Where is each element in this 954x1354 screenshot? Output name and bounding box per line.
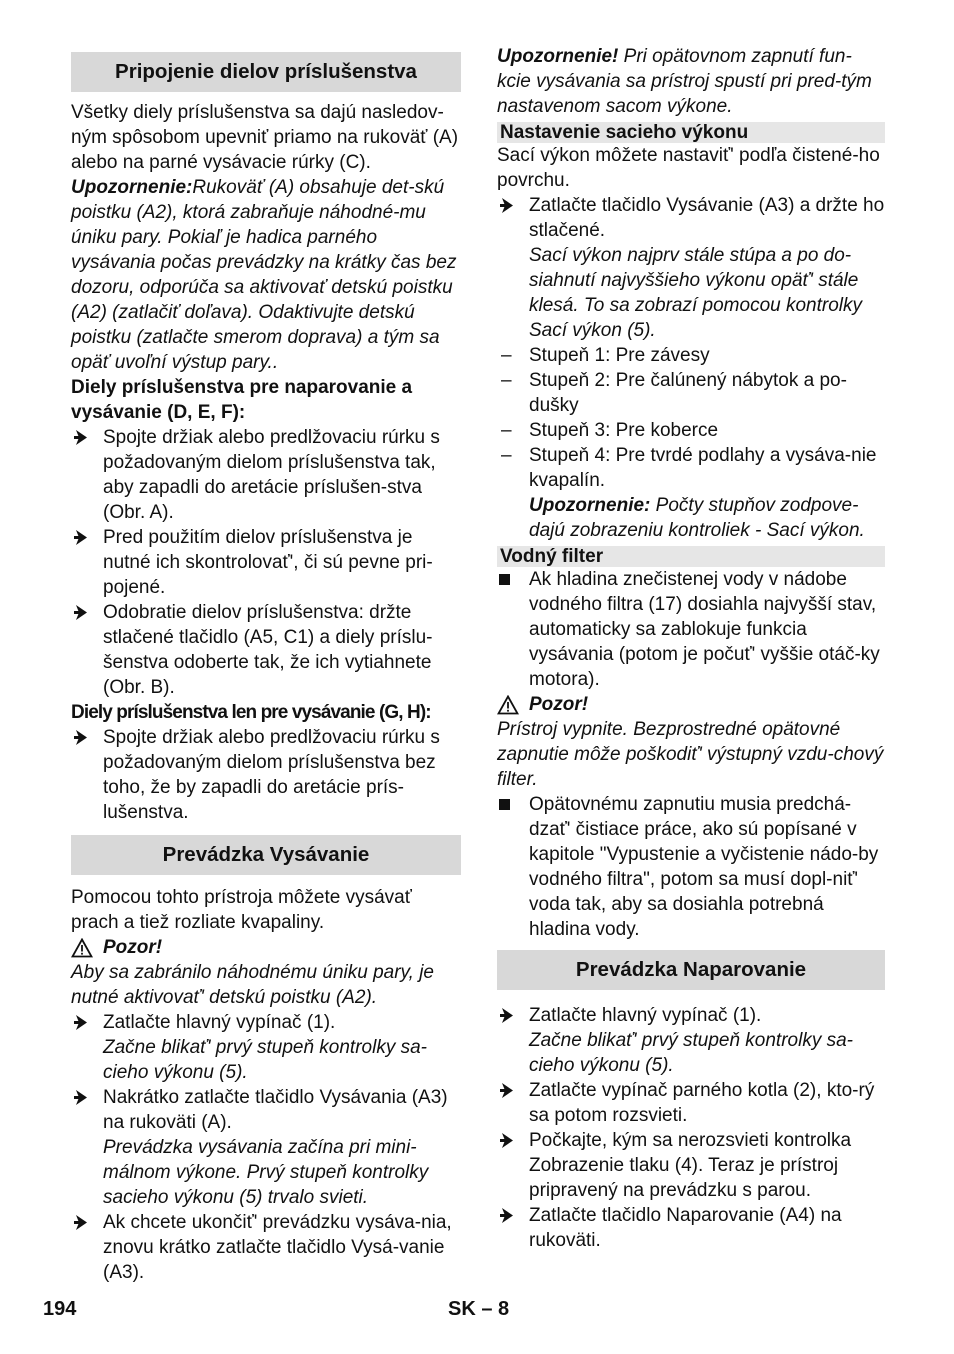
list-item-text: Stupeň 2: Pre čalúnený nábytok a po-dušky — [529, 370, 847, 416]
subheading-vacuum-only-accessories: Diely príslušenstva len pre vysávanie (G, H): — [71, 702, 431, 723]
list-item — [497, 368, 885, 418]
arrow-icon — [71, 725, 95, 750]
step-result: Začne blikať' prvý stupeň kontrolky sa-cieho výkonu (5). — [529, 1030, 853, 1076]
note-text: Rukoväť (A) obsahuje det-skú poistku (A2), ktorá zabraňuje náhodné-mu úniku pary. Pokiaľ je hadica parného vysávania počas prevádzky na krátky čas bez dozoru, odporúča sa aktivovať detskú poistku (A2) (zatlačiť doľava). Odaktivujte detskú poistku (zatlačte smerom doprava) a tým sa opäť uvoľní výstup pary.. — [71, 177, 457, 373]
arrow-step — [71, 1210, 461, 1285]
step-text: Nakrátko zatlačte tlačidlo Vysávania (A3) na rukoväti (A). — [103, 1087, 448, 1133]
arrow-step-text: Spojte držiak alebo predlžovaciu rúrku s požadovaným dielom príslušenstva tak, aby zapadli do aretácie príslušen-stva (Obr. A). — [103, 427, 440, 523]
arrow-icon — [497, 193, 521, 218]
section-heading-suction-power: Nastavenie sacieho výkonu — [497, 122, 885, 143]
arrow-icon — [71, 1010, 95, 1035]
note-text: Pri opätovnom zapnutí fun-kcie vysávania sa prístroj spustí pri pred-tým nastavenom sacom výkone. — [497, 46, 872, 117]
bullet-text: Opätovnému zapnutiu musia predchá-dzať' čistiace práce, ako sú popísané v kapitole "Vypustenie a vyčistenie nádo-by vodného filtra", potom sa musí dopl-niť' voda tak, aby sa dosiahla potrebná hladina vody. — [529, 794, 879, 940]
step-text: Zatlačte hlavný vypínač (1). — [529, 1005, 762, 1026]
arrow-step — [71, 525, 461, 600]
arrow-step — [497, 193, 885, 343]
step-text: Ak chcete ukončiť' prevádzku vysáva-nia, znovu krátko zatlačte tlačidlo Vysá-vanie (A3). — [103, 1212, 452, 1283]
dash-marker: – — [501, 345, 512, 366]
bullet-text: Ak hladina znečistenej vody v nádobe vodného filtra (17) dosiahla najvyšší stav, automaticky sa zablokuje funkcia vysávania (potom je počuť' vyššie otáč-ky motora). — [529, 569, 880, 690]
arrow-step — [71, 725, 461, 825]
right-column — [497, 44, 885, 1253]
list-item — [497, 443, 885, 493]
arrow-step — [71, 1010, 461, 1085]
list-item-text: Stupeň 3: Pre koberce — [529, 420, 719, 441]
section-heading-steam-operation: Prevádzka Naparovanie — [497, 950, 885, 990]
warning-label: Pozor! — [529, 694, 589, 715]
arrow-step — [497, 1128, 885, 1203]
arrow-icon — [497, 1128, 521, 1153]
dash-marker: – — [501, 420, 512, 441]
arrow-step — [71, 425, 461, 525]
list-item-text: Stupeň 4: Pre tvrdé podlahy a vysáva-nie kvapalín. — [529, 445, 877, 491]
step-text: Zatlačte vypínač parného kotla (2), kto-rý sa potom rozsvieti. — [529, 1080, 875, 1126]
vacuum-steps — [71, 1010, 461, 1285]
arrow-icon — [71, 1085, 95, 1110]
list-item-text: Stupeň 1: Pre závesy — [529, 345, 710, 366]
vacuum-intro: Pomocou tohto prístroja môžete vysávať prach a tiež rozliate kvapaliny. — [71, 887, 412, 933]
step-result: Začne blikať' prvý stupeň kontrolky sa-cieho výkonu (5). — [103, 1037, 427, 1083]
note-text: Počty stupňov zodpove-dajú zobrazeniu kontroliek - Sací výkon. — [529, 495, 865, 541]
arrow-step — [71, 600, 461, 700]
arrow-step — [497, 1203, 885, 1253]
arrow-icon — [71, 1210, 95, 1235]
warning-heading — [71, 935, 461, 960]
child-safety-note — [71, 175, 461, 375]
step-text: Zatlačte hlavný vypínač (1). — [103, 1012, 336, 1033]
note-label: Upozornenie! — [497, 46, 619, 67]
step-text: Zatlačte tlačidlo Naparovanie (A4) na rukoväti. — [529, 1205, 842, 1251]
arrow-icon — [71, 600, 95, 625]
warning-text: Prístroj vypnite. Bezprostredné opätovné zapnutie môže poškodiť' výstupný vzdu-chový filter. — [497, 719, 884, 790]
step-result: Prevádzka vysávania začína pri mini-málnom výkone. Prvý stupeň kontrolky sacieho výkonu (5) trvalo svieti. — [103, 1137, 429, 1208]
arrow-step-text: Odobratie dielov príslušenstva: držte stlačené tlačidlo (A5, C1) a diely príslu-šenstva odoberte tak, že ich vytiahnete (Obr. B). — [103, 602, 433, 698]
arrow-list-2 — [71, 725, 461, 825]
square-bullet-icon — [499, 574, 510, 585]
arrow-step — [71, 1085, 461, 1210]
warning-heading — [497, 692, 885, 717]
arrow-list-1 — [71, 425, 461, 700]
note-label: Upozornenie: — [71, 177, 193, 198]
section-heading-vacuum-operation: Prevádzka Vysávanie — [71, 835, 461, 875]
subheading-steam-vacuum-accessories: Diely príslušenstva pre naparovanie a vysávanie (D, E, F): — [71, 377, 413, 423]
arrow-step — [497, 1003, 885, 1078]
steam-steps — [497, 1003, 885, 1253]
square-bullet-icon — [499, 799, 510, 810]
accessory-intro: Všetky diely príslušenstva sa dajú nasledov-ným spôsobom upevniť priamo na rukoväť (A) alebo na parné vysávacie rúrky (C). — [71, 102, 459, 173]
suction-intro: Sací výkon môžete nastaviť' podľa čistené-ho povrchu. — [497, 145, 880, 191]
square-bullet-item — [497, 792, 885, 942]
step-text: Počkajte, kým sa nerozsvieti kontrolka Zobrazenie tlaku (4). Teraz je prístroj pripravený na prevádzku s parou. — [529, 1130, 852, 1201]
arrow-icon — [71, 525, 95, 550]
dash-marker: – — [501, 445, 512, 466]
restart-note — [497, 44, 885, 119]
warning-triangle-icon — [71, 938, 93, 958]
dash-marker: – — [501, 370, 512, 391]
warning-triangle-icon — [497, 695, 519, 715]
arrow-step — [497, 1078, 885, 1128]
square-bullet-item — [497, 567, 885, 692]
suction-levels-list — [497, 343, 885, 493]
warning-label: Pozor! — [103, 937, 163, 958]
arrow-icon — [497, 1203, 521, 1228]
section-heading-accessory-connection: Pripojenie dielov príslušenstva — [71, 52, 461, 92]
arrow-icon — [497, 1003, 521, 1028]
note-label: Upozornenie: — [529, 495, 651, 516]
step-text: Zatlačte tlačidlo Vysávanie (A3) a držte ho stlačené. — [529, 195, 885, 241]
arrow-icon — [497, 1078, 521, 1103]
section-heading-water-filter: Vodný filter — [497, 546, 885, 567]
warning-text: Aby sa zabránilo náhodnému úniku pary, je nutné aktivovať' detskú poistku (A2). — [71, 962, 434, 1008]
list-item — [497, 343, 885, 368]
page-number: 194 — [43, 1298, 77, 1320]
list-item — [497, 418, 885, 443]
left-column — [71, 44, 461, 1285]
section-marker: SK – 8 — [448, 1298, 510, 1320]
levels-note — [497, 493, 885, 543]
arrow-icon — [71, 425, 95, 450]
arrow-step-text: Pred použitím dielov príslušenstva je nutné ich skontrolovať', či sú pevne pri-pojené. — [103, 527, 433, 598]
step-result: Sací výkon najprv stále stúpa a po do-siahnutí najvyššieho výkonu opäť' stále klesá. To sa zobrazí pomocou kontrolky Sací výkon (5). — [529, 245, 863, 341]
arrow-step-text: Spojte držiak alebo predlžovaciu rúrku s požadovaným dielom príslušenstva bez toho, že by zapadli do aretácie prís-lušenstva. — [103, 727, 440, 823]
